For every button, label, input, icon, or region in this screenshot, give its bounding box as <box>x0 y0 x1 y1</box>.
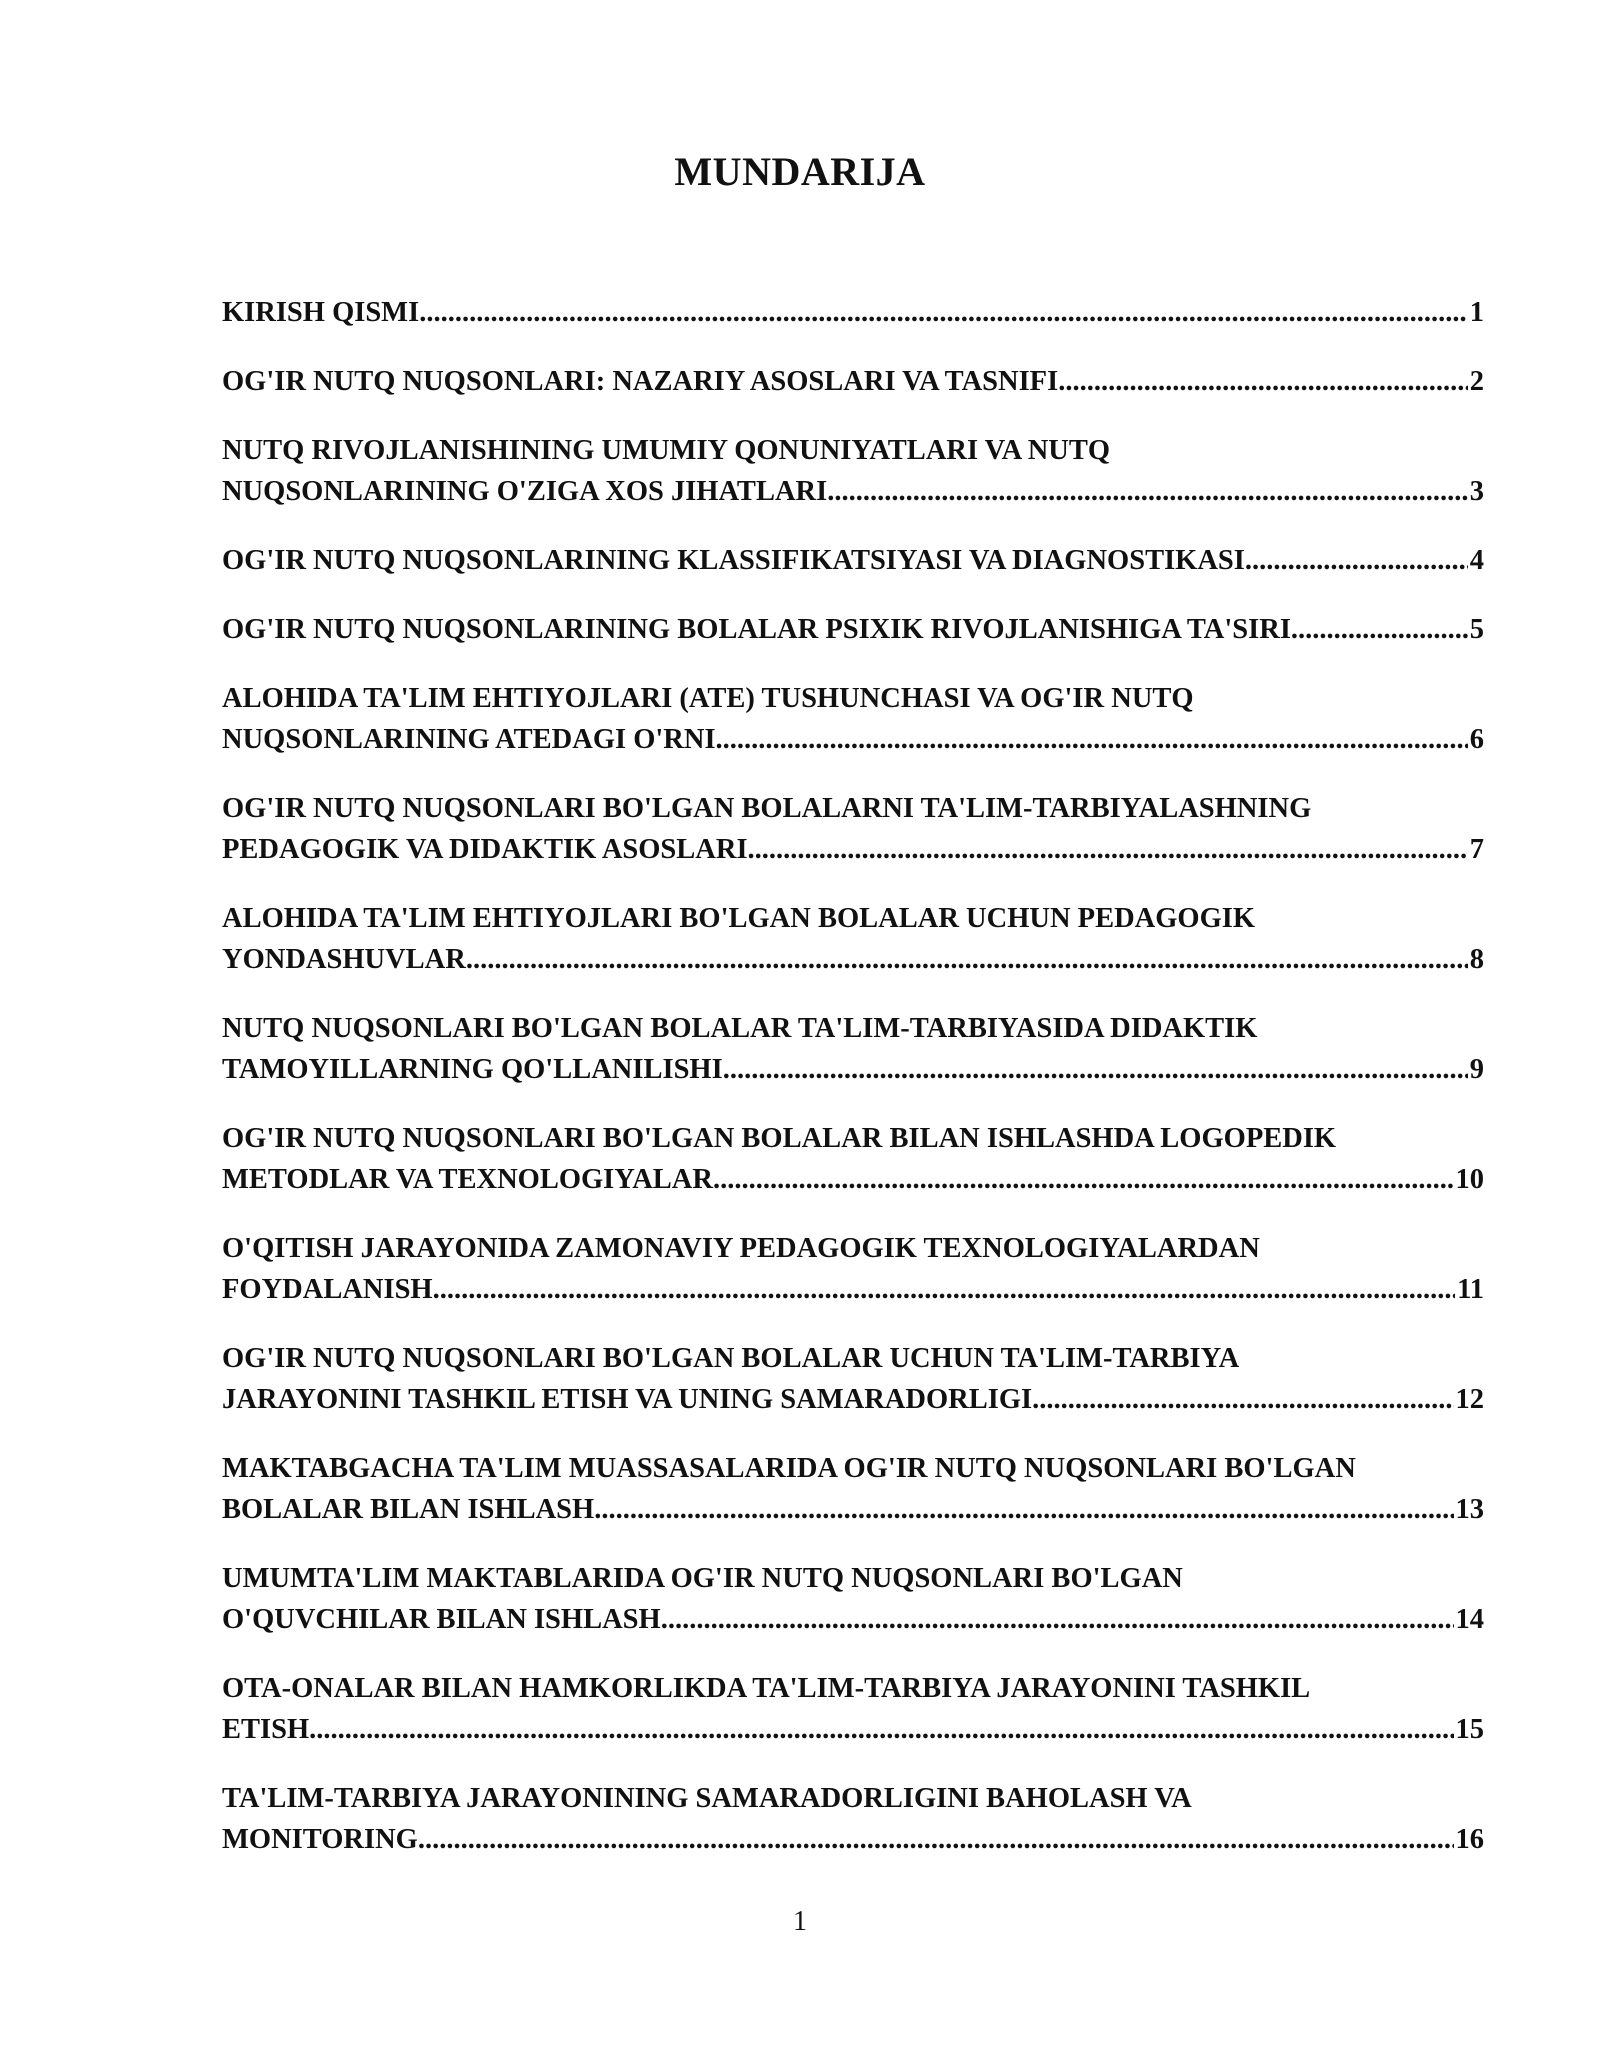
toc-entry[interactable] <box>222 1118 1484 1200</box>
toc-dot-leader <box>594 1489 1453 1530</box>
toc-entry-title-line: ALOHIDA TA'LIM EHTIYOJLARI (ATE) TUSHUNCHASI VA OG'IR NUTQ <box>222 683 1194 714</box>
toc-entry-line <box>222 1819 1484 1860</box>
toc-entry[interactable] <box>222 430 1484 512</box>
toc-entry-title-line: OTA-ONALAR BILAN HAMKORLIKDA TA'LIM-TARBIYA JARAYONINI TASHKIL <box>222 1673 1311 1704</box>
toc-entry-page: 11 <box>1457 1274 1484 1305</box>
toc-entry[interactable] <box>222 1668 1484 1750</box>
toc-entry-page: 6 <box>1469 724 1484 755</box>
toc-dot-leader <box>723 1049 1468 1090</box>
toc-entry[interactable] <box>222 361 1484 402</box>
toc-entry-line <box>222 361 1484 402</box>
toc-entry[interactable] <box>222 292 1484 333</box>
toc-entry-page: 7 <box>1469 834 1484 865</box>
toc-entry-line <box>222 939 1484 980</box>
page-title: MUNDARIJA <box>674 149 926 194</box>
toc-entry-title-line: TA'LIM-TARBIYA JARAYONINING SAMARADORLIGINI BAHOLASH VA <box>222 1783 1192 1814</box>
toc-entry-title: PEDAGOGIK VA DIDAKTIK ASOSLARI <box>222 834 748 865</box>
toc-entry[interactable] <box>222 1448 1484 1530</box>
toc-dot-leader <box>433 1269 1455 1310</box>
toc-entry-title: TAMOYILLARNING QO'LLANILISHI <box>222 1054 723 1085</box>
table-of-contents <box>222 292 1484 1888</box>
toc-entry-page: 15 <box>1455 1714 1484 1745</box>
toc-entry-title-line: NUTQ RIVOJLANISHINING UMUMIY QONUNIYATLARI VA NUTQ <box>222 435 1111 466</box>
toc-entry-line <box>222 609 1484 650</box>
toc-entry-title-line: NUTQ NUQSONLARI BO'LGAN BOLALAR TA'LIM-TARBIYASIDA DIDAKTIK <box>222 1013 1258 1044</box>
toc-dot-leader <box>309 1709 1453 1750</box>
toc-entry[interactable] <box>222 1008 1484 1090</box>
toc-entry[interactable] <box>222 1778 1484 1860</box>
toc-entry-page: 5 <box>1469 614 1484 645</box>
toc-entry-line <box>222 1049 1484 1090</box>
toc-entry-title: OG'IR NUTQ NUQSONLARI: NAZARIY ASOSLARI VA TASNIFI <box>222 366 1059 397</box>
toc-entry[interactable] <box>222 1558 1484 1640</box>
toc-entry-page: 3 <box>1469 476 1484 507</box>
toc-entry-title: ETISH <box>222 1714 310 1745</box>
toc-entry-line <box>222 829 1484 870</box>
toc-dot-leader <box>1032 1379 1453 1420</box>
toc-entry-title: YONDASHUVLAR <box>222 944 466 975</box>
toc-entry-title: JARAYONINI TASHKIL ETISH VA UNING SAMARADORLIGI <box>222 1384 1033 1415</box>
toc-entry-line <box>222 540 1484 581</box>
toc-dot-leader <box>1058 361 1468 402</box>
toc-entry-title-line: OG'IR NUTQ NUQSONLARI BO'LGAN BOLALAR BILAN ISHLASHDA LOGOPEDIK <box>222 1123 1337 1154</box>
toc-dot-leader <box>1245 540 1468 581</box>
toc-entry-page: 9 <box>1469 1054 1484 1085</box>
toc-entry-title: OG'IR NUTQ NUQSONLARINING KLASSIFIKATSIYASI VA DIAGNOSTIKASI <box>222 545 1245 576</box>
toc-entry-line <box>222 1489 1484 1530</box>
toc-entry-line <box>222 292 1484 333</box>
toc-dot-leader <box>827 471 1468 512</box>
toc-entry-title: FOYDALANISH <box>222 1274 433 1305</box>
toc-entry-page: 10 <box>1455 1164 1484 1195</box>
toc-entry[interactable] <box>222 1338 1484 1420</box>
toc-entry-title: OG'IR NUTQ NUQSONLARINING BOLALAR PSIXIK RIVOJLANISHIGA TA'SIRI <box>222 614 1291 645</box>
toc-entry-page: 16 <box>1455 1824 1484 1855</box>
toc-entry-title: MONITORING <box>222 1824 418 1855</box>
toc-entry-page: 4 <box>1469 545 1484 576</box>
toc-dot-leader <box>466 939 1468 980</box>
toc-entry[interactable] <box>222 898 1484 980</box>
toc-entry-title: METODLAR VA TEXNOLOGIYALAR <box>222 1164 713 1195</box>
toc-entry-title: O'QUVCHILAR BILAN ISHLASH <box>222 1604 661 1635</box>
toc-entry-page: 1 <box>1469 297 1484 328</box>
toc-entry-title: NUQSONLARINING ATEDAGI O'RNI <box>222 724 716 755</box>
toc-entry-title: NUQSONLARINING O'ZIGA XOS JIHATLARI <box>222 476 828 507</box>
toc-entry-title-line: UMUMTA'LIM MAKTABLARIDA OG'IR NUTQ NUQSONLARI BO'LGAN <box>222 1563 1183 1594</box>
toc-entry-line <box>222 1379 1484 1420</box>
toc-dot-leader <box>1291 609 1468 650</box>
toc-dot-leader <box>419 292 1468 333</box>
toc-entry-page: 13 <box>1455 1494 1484 1525</box>
toc-entry-page: 12 <box>1455 1384 1484 1415</box>
toc-dot-leader <box>418 1819 1454 1860</box>
toc-dot-leader <box>661 1599 1454 1640</box>
toc-entry[interactable] <box>222 788 1484 870</box>
toc-entry-title-line: OG'IR NUTQ NUQSONLARI BO'LGAN BOLALAR UCHUN TA'LIM-TARBIYA <box>222 1343 1240 1374</box>
page-number: 1 <box>793 1906 807 1937</box>
toc-entry[interactable] <box>222 678 1484 760</box>
toc-entry-title-line: ALOHIDA TA'LIM EHTIYOJLARI BO'LGAN BOLALAR UCHUN PEDAGOGIK <box>222 903 1255 934</box>
toc-entry-page: 2 <box>1469 366 1484 397</box>
toc-entry[interactable] <box>222 1228 1484 1310</box>
toc-entry-line <box>222 1269 1484 1310</box>
toc-entry-line <box>222 1709 1484 1750</box>
toc-entry-line <box>222 471 1484 512</box>
toc-entry-line <box>222 1599 1484 1640</box>
toc-entry-title: BOLALAR BILAN ISHLASH <box>222 1494 595 1525</box>
toc-entry-title-line: MAKTABGACHA TA'LIM MUASSASALARIDA OG'IR NUTQ NUQSONLARI BO'LGAN <box>222 1453 1356 1484</box>
toc-dot-leader <box>716 719 1468 760</box>
toc-dot-leader <box>748 829 1468 870</box>
toc-entry-line <box>222 1159 1484 1200</box>
toc-entry-page: 14 <box>1455 1604 1484 1635</box>
toc-dot-leader <box>713 1159 1454 1200</box>
toc-entry-line <box>222 719 1484 760</box>
toc-entry-title-line: OG'IR NUTQ NUQSONLARI BO'LGAN BOLALARNI TA'LIM-TARBIYALASHNING <box>222 793 1312 824</box>
toc-entry-title: KIRISH QISMI <box>222 297 420 328</box>
toc-entry-title-line: O'QITISH JARAYONIDA ZAMONAVIY PEDAGOGIK TEXNOLOGIYALARDAN <box>222 1233 1260 1264</box>
toc-entry[interactable] <box>222 609 1484 650</box>
toc-entry-page: 8 <box>1469 944 1484 975</box>
toc-entry[interactable] <box>222 540 1484 581</box>
